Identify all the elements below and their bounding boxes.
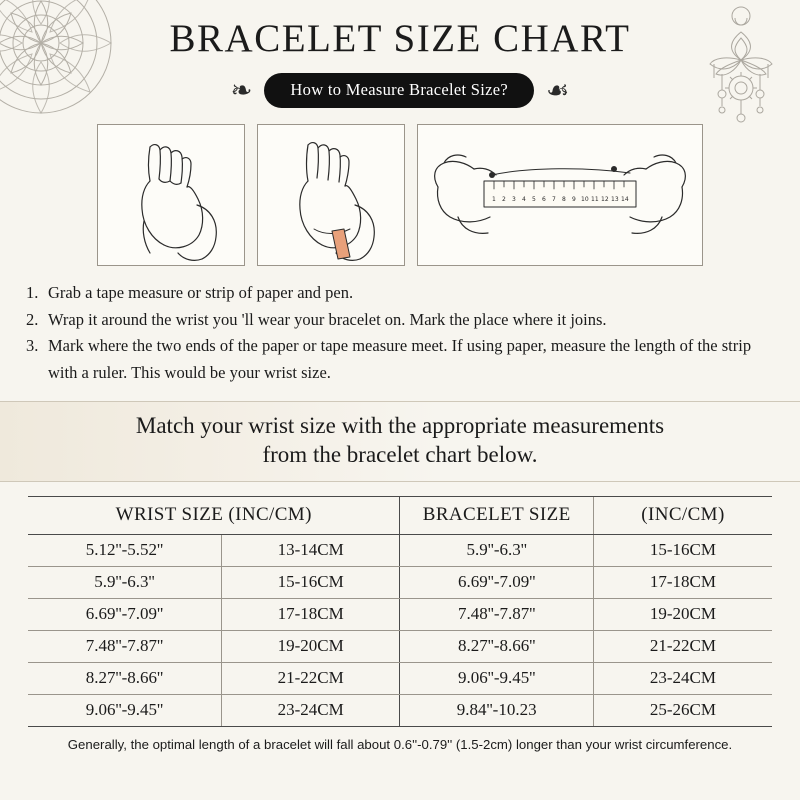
cell-bracelet-inc: 9.06''-9.45'' bbox=[400, 663, 593, 695]
step-text: Mark where the two ends of the paper or tape measure meet. If using paper, measure the length of the strip with a ruler. This would be your wrist size. bbox=[48, 336, 752, 383]
column-header-bracelet-units: (INC/CM) bbox=[593, 497, 772, 535]
match-banner-line-1: Match your wrist size with the appropriate measurements bbox=[135, 412, 665, 438]
svg-text:3: 3 bbox=[512, 196, 516, 203]
step-number: 1. bbox=[26, 283, 39, 302]
svg-text:8: 8 bbox=[562, 196, 566, 203]
footnote: Generally, the optimal length of a bracelet will fall about 0.6''-0.79'' (1.5-2cm) longer than your wrist circumference. bbox=[67, 737, 733, 753]
cell-wrist-cm: 13-14CM bbox=[221, 535, 400, 567]
svg-text:7: 7 bbox=[552, 196, 556, 203]
cell-bracelet-cm: 25-26CM bbox=[593, 695, 772, 727]
svg-text:1: 1 bbox=[492, 196, 496, 203]
table-row bbox=[28, 663, 772, 695]
step-number: 3. bbox=[26, 336, 39, 356]
cell-bracelet-inc: 7.48''-7.87'' bbox=[400, 599, 593, 631]
column-header-bracelet: BRACELET SIZE bbox=[400, 497, 593, 535]
page-title: BRACELET SIZE CHART bbox=[169, 17, 631, 60]
illustration-panels bbox=[0, 124, 800, 266]
table-row bbox=[28, 599, 772, 631]
svg-text:12: 12 bbox=[601, 196, 609, 203]
table-row bbox=[28, 695, 772, 727]
cell-wrist-inc: 9.06''-9.45'' bbox=[85, 700, 164, 720]
table-header-row bbox=[28, 497, 772, 535]
cell-wrist-inc: 7.48''-7.87'' bbox=[28, 631, 221, 663]
cell-wrist-cm: 21-22CM bbox=[221, 663, 400, 695]
step-text: Grab a tape measure or strip of paper and pen. bbox=[48, 283, 354, 302]
svg-text:4: 4 bbox=[522, 196, 526, 203]
cell-wrist-cm: 15-16CM bbox=[221, 567, 400, 599]
cell-wrist-inc: 6.69''-7.09'' bbox=[28, 599, 221, 631]
svg-text:9: 9 bbox=[572, 196, 576, 203]
cell-wrist-inc: 5.9''-6.3'' bbox=[28, 567, 221, 599]
svg-text:11: 11 bbox=[591, 196, 599, 203]
svg-text:5: 5 bbox=[532, 196, 536, 203]
table-row bbox=[28, 535, 772, 567]
cell-bracelet-cm: 15-16CM bbox=[593, 535, 772, 567]
cell-bracelet-inc: 5.9''-6.3'' bbox=[400, 535, 593, 567]
cell-wrist-cm: 23-24CM bbox=[221, 695, 400, 727]
flourish-left-icon: ❧ bbox=[230, 75, 253, 106]
step-number: 2. bbox=[26, 309, 39, 329]
size-chart-table bbox=[28, 496, 772, 727]
hand-with-tape-illustration bbox=[97, 124, 245, 266]
hands-measuring-with-ruler-illustration bbox=[417, 124, 703, 266]
list-item bbox=[26, 280, 774, 307]
cell-bracelet-inc: 6.69''-7.09'' bbox=[400, 567, 593, 599]
svg-text:2: 2 bbox=[502, 196, 506, 203]
subtitle-pill: How to Measure Bracelet Size? bbox=[264, 73, 534, 108]
cell-bracelet-cm: 19-20CM bbox=[593, 599, 772, 631]
column-header-wrist: WRIST SIZE (INC/CM) bbox=[28, 497, 400, 535]
svg-text:10: 10 bbox=[581, 196, 589, 203]
svg-text:6: 6 bbox=[542, 196, 546, 203]
subtitle-row bbox=[0, 73, 800, 108]
cell-wrist-cm: 19-20CM bbox=[221, 631, 400, 663]
match-banner bbox=[0, 401, 800, 483]
cell-wrist-inc: 5.12''-5.52'' bbox=[28, 535, 221, 567]
list-item bbox=[26, 333, 774, 386]
table-row bbox=[28, 631, 772, 663]
table-row bbox=[28, 567, 772, 599]
list-item bbox=[26, 307, 774, 334]
svg-text:13: 13 bbox=[611, 196, 619, 203]
match-banner-line-2: from the bracelet chart below. bbox=[262, 441, 538, 467]
cell-bracelet-cm: 23-24CM bbox=[593, 663, 772, 695]
cell-bracelet-cm: 21-22CM bbox=[593, 631, 772, 663]
cell-wrist-cm: 17-18CM bbox=[221, 599, 400, 631]
cell-wrist-inc: 8.27''-8.66'' bbox=[28, 663, 221, 695]
hand-wrapping-strip-illustration bbox=[257, 124, 405, 266]
cell-bracelet-cm: 17-18CM bbox=[593, 567, 772, 599]
step-text: Wrap it around the wrist you 'll wear your bracelet on. Mark the place where it joins. bbox=[48, 309, 607, 329]
flourish-right-icon: ☙ bbox=[546, 75, 570, 106]
svg-text:14: 14 bbox=[621, 196, 629, 203]
cell-bracelet-inc: 8.27''-8.66'' bbox=[400, 631, 593, 663]
cell-bracelet-inc: 9.84''-10.23 bbox=[400, 695, 593, 727]
instruction-steps bbox=[26, 280, 774, 387]
